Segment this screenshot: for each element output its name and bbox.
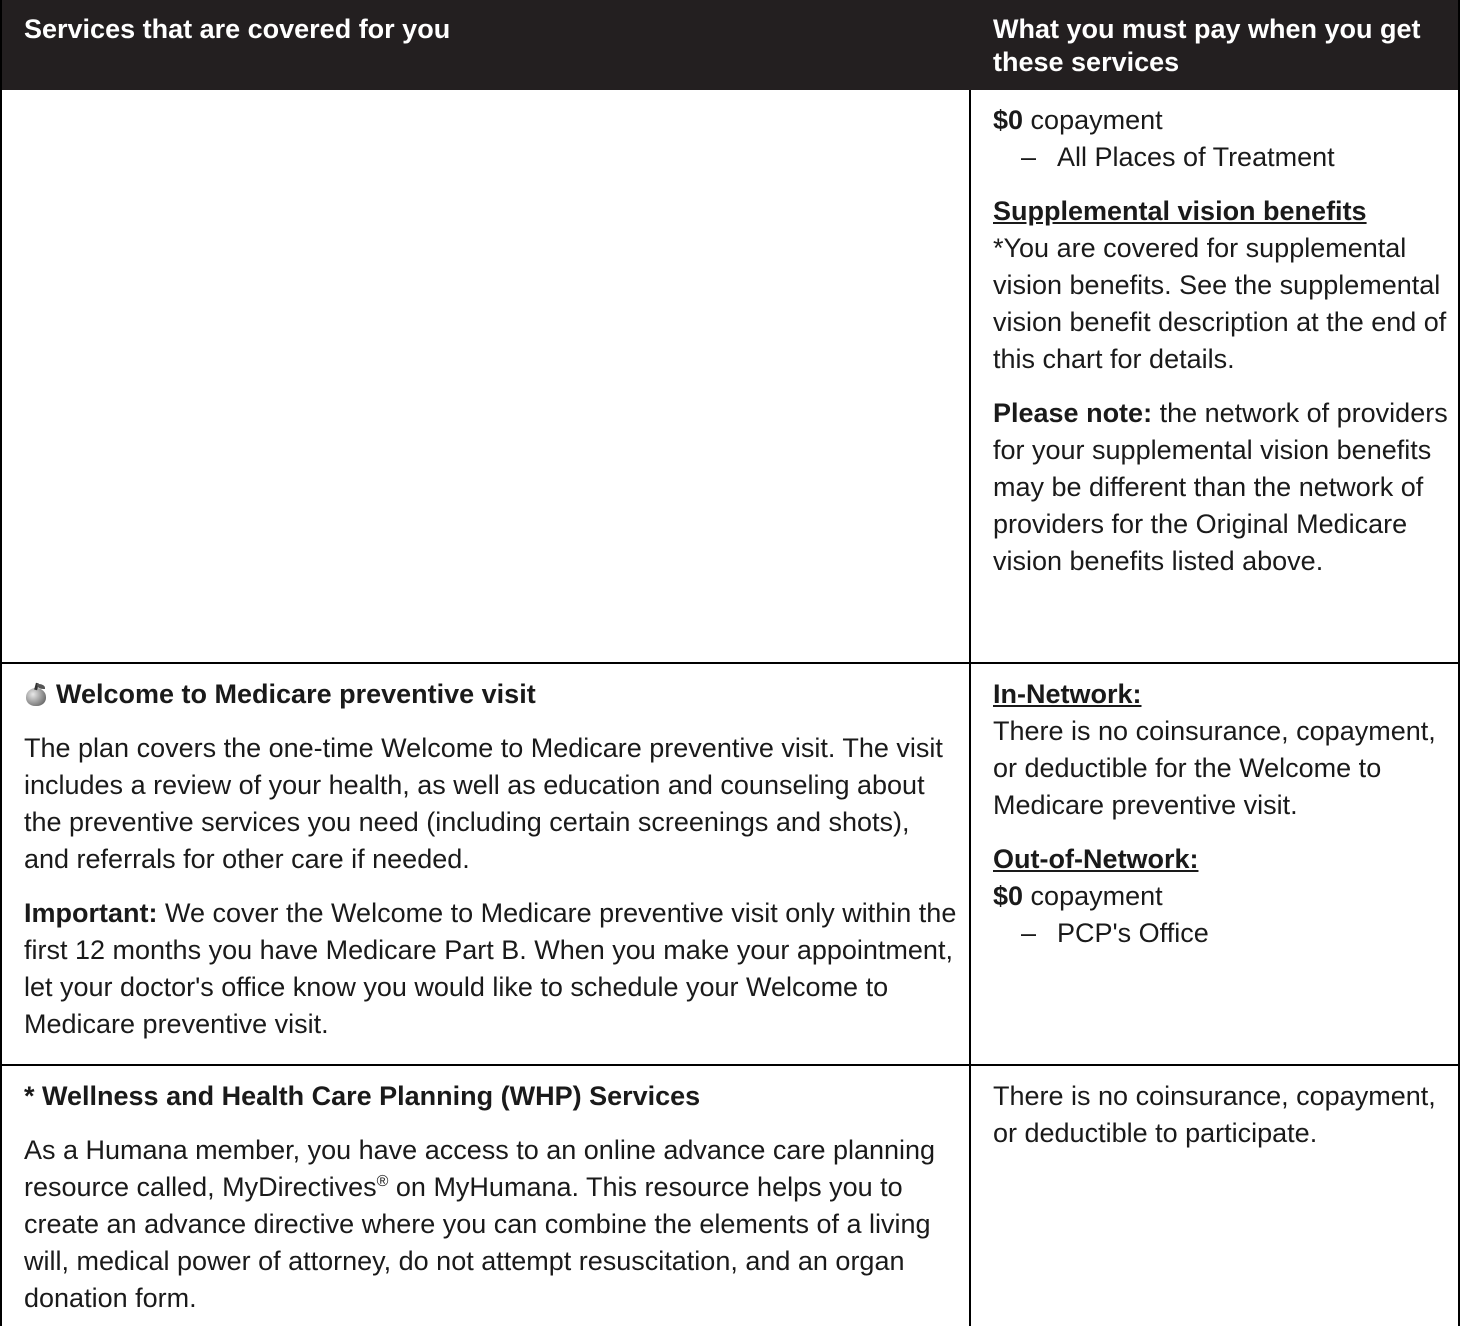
cost-cell [971,664,1458,1064]
out-place-of-treatment [993,915,1448,952]
whp-title: * Wellness and Health Care Planning (WHP) Services [24,1081,701,1111]
table-header [2,0,1458,90]
apple-icon [24,683,48,707]
welcome-visit-description: The plan covers the one-time Welcome to Medicare preventive visit. The visit includes a review of your health, as well as education and counseling about the preventive services you need (including certain screenings and shots), and referrals for other care if needed. [24,733,943,874]
whp-cost-text: There is no coinsurance, copayment, or deductible to participate. [993,1081,1436,1148]
whp-description [24,1132,959,1317]
important-text: We cover the Welcome to Medicare preventive visit only within the first 12 months you have Medicare Part B. When you make your appointment, let your doctor's office know you would like to schedule your Welcome to Medicare preventive visit. [24,898,957,1039]
service-cell [2,664,971,1064]
important-label: Important: [24,898,158,928]
cost-cell [971,1066,1458,1326]
cost-cell [971,90,1458,662]
header-services-covered: Services that are covered for you [24,14,451,44]
please-note-label: Please note: [993,398,1153,428]
in-network-heading: In-Network: [993,679,1142,709]
whp-text-b: on MyHumana. This resource helps you to create an advance directive where you can combine the elements of a living will, medical power of attorney, do not attempt resuscitation, and an organ donation form. [24,1172,931,1313]
out-copay-amount: $0 [993,881,1024,911]
service-cell [2,90,971,662]
copay-line [993,102,1448,139]
out-copay-line [993,878,1448,915]
welcome-visit-title-text: Welcome to Medicare preventive visit [56,679,536,709]
place-of-treatment [993,139,1448,176]
table-row [2,90,1458,662]
header-what-you-pay: What you must pay when you get these services [993,14,1421,77]
important-note [24,895,959,1043]
please-note [993,395,1448,580]
whp-text-a: As a Humana member, you have access to an online advance care planning resource called, MyDirectives [24,1135,936,1202]
welcome-visit-title [24,676,959,713]
please-note-text: the network of providers for your supplemental vision benefits may be different than the network of providers for the Original Medicare vision benefits listed above. [993,398,1448,576]
place-text: All Places of Treatment [1057,142,1335,172]
out-place-text: PCP's Office [1057,918,1209,948]
out-copay-text: copayment [1023,881,1163,911]
table-row [2,1064,1458,1326]
dash-marker: – [1021,142,1037,172]
service-cell [2,1066,971,1326]
supplemental-vision-text: *You are covered for supplemental vision benefits. See the supplemental vision benefit description at the end of this chart for details. [993,233,1447,374]
table-row [2,662,1458,1064]
copay-text: copayment [1023,105,1163,135]
in-network-text: There is no coinsurance, copayment, or deductible for the Welcome to Medicare preventive visit. [993,716,1436,820]
registered-mark: ® [376,1173,389,1190]
dash-marker: – [1021,918,1037,948]
out-of-network-heading: Out-of-Network: [993,844,1199,874]
copay-amount: $0 [993,105,1024,135]
supplemental-vision-heading: Supplemental vision benefits [993,196,1367,226]
